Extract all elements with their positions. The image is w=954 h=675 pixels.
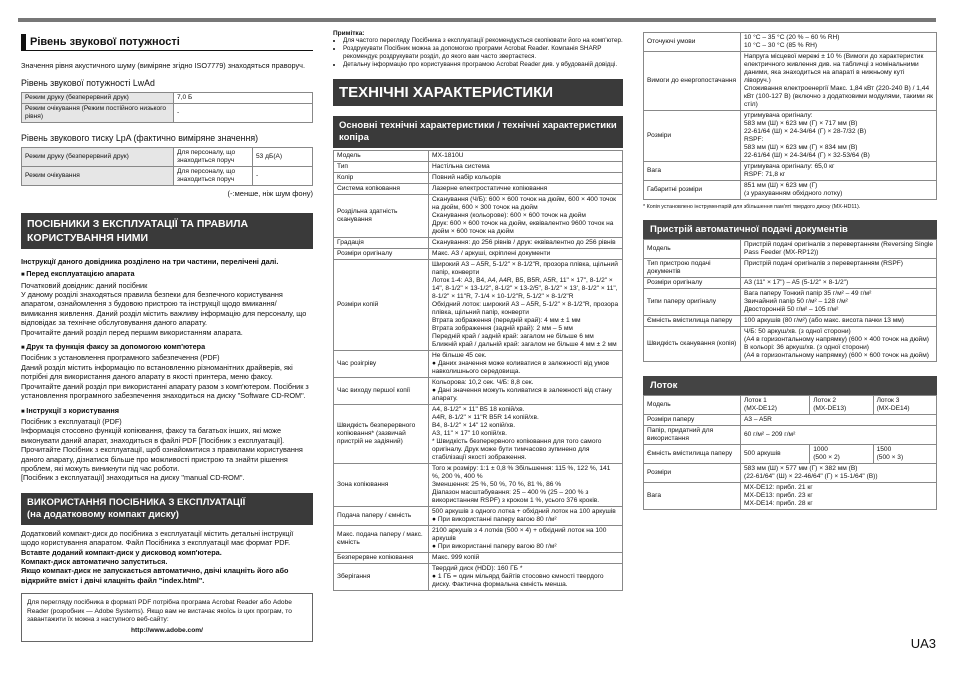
table-cell: Для персоналу, що знаходиться поруч	[174, 167, 253, 186]
table-cell: Зберігання	[334, 564, 429, 591]
table-row	[644, 259, 937, 278]
manual-3-text: Посібник з експлуатації (PDF) Інформація стосовно функцій копіювання, факсу та багатьох інших, які може виконувати даний апарат, знаходиться в файлі PDF [Посібник з експлуатації]. Прочитайте Посібник з експлуатації, щоб ознайомитися з правилами користування даного апарату, дізнатися більше про можливості пристрою та знайти рішення проблем, які можуть виникнути під час роботи. [Посібник з експлуатації] знаходиться на диску "manual CD-ROM".	[21, 416, 303, 483]
table-row	[644, 240, 937, 259]
table-cell: Ємність вмістилища паперу	[644, 445, 741, 464]
table-cell: Безперервне копіювання	[334, 553, 429, 564]
table-cell: Роздільна здатність сканування	[334, 195, 429, 238]
table-row	[334, 464, 623, 507]
sound-intro: Значення рівня акустичного шуму (виміряне згідно ISO7779) знаходяться праворуч.	[21, 61, 306, 70]
table-cell: Лоток 3 (MX-DE14)	[873, 396, 936, 415]
page-number: UA3	[910, 636, 936, 651]
table-row	[334, 151, 623, 162]
table-cell: Сканування: до 256 рівнів / друк: еквівалентно до 256 рівнів	[429, 238, 623, 249]
table-row	[22, 148, 313, 167]
table-cell: Модель	[644, 240, 741, 259]
table-cell: 851 мм (Ш) × 623 мм (Г) (з урахуванням обхідного лотку)	[741, 181, 937, 200]
adf-table	[643, 239, 937, 362]
table-cell: Система копіювання	[334, 184, 429, 195]
adobe-note-box	[21, 593, 313, 642]
list-item: • Для частого перегляду Посібника з експлуатації рекомендується скопіювати його на комп'ютер.	[343, 37, 623, 45]
table-cell: Колір	[334, 173, 429, 184]
tray-table	[643, 395, 937, 510]
list-item: • Детальну інформацію про користування програмою Acrobat Reader див. у вбудованій довідці.	[343, 61, 623, 69]
table-row	[644, 327, 937, 362]
table-cell: Розміри паперу	[644, 415, 741, 426]
table-row	[334, 507, 623, 526]
table-cell: Розміри	[644, 111, 741, 162]
cd-band-line-2: (на додатковому компакт диску)	[27, 508, 179, 520]
table-cell: 583 мм (Ш) × 577 мм (Г) × 382 мм (В) (22-61/64" (Ш) × 22-46/64" (Г) × 15-1/64" (В))	[741, 464, 937, 483]
table-cell: Ємність вмістилища паперу	[644, 316, 741, 327]
table-cell: Модель	[644, 396, 741, 415]
table-cell: Кольорова: 10,2 сек. Ч/Б: 8,8 сек. ● Дані значення можуть коливатися в залежності від стану апарату.	[429, 378, 623, 405]
cd-step-3: Якщо компакт-диск не запускається автоматично, двічі клацніть його або відкрийте вміст і двічі клацніть файл "index.html".	[21, 566, 289, 585]
table-cell: 2100 аркушів з 4 лотків (500 × 4) + обхідний лоток на 100 аркушів ● При використанні паперу вагою 80 г/м²	[429, 526, 623, 553]
table-cell: Твердий диск (HDD): 160 ГБ * ● 1 ГБ = один мільярд байтів стосовно ємності твердого диску. Фактична формальна ємність менша.	[429, 564, 623, 591]
table-row	[644, 464, 937, 483]
table-cell: Напруга місцевої мережі ± 10 % (Вимоги до характеристик електричного живлення див. на табличці з номінальними даними, яка знаходиться на апараті в нижньому куті ліворуч.) Споживання електроенергії Макс. 1,84 кВт (220-240 В) / 1,44 кВт (100-127 В) (включно з додатковими модулями, такими як стіл)	[741, 52, 937, 111]
column-left	[21, 26, 313, 642]
table-row	[644, 445, 937, 464]
table-cell: Того ж розміру: 1:1 ± 0,8 % Збільшення: 115 %, 122 %, 141 %, 200 %, 400 % Зменшення: 25 %, 50 %, 70 %, 81 %, 86 % Діапазон масштабування: 25 – 400 % (25 – 200 % з використанням RSPF) з кроком 1 %, усього 376 кроків.	[429, 464, 623, 507]
table-cell: Режим очікування (Режим постійного низького рівня)	[22, 104, 174, 123]
table-cell: Час виходу першої копії	[334, 378, 429, 405]
table-row	[334, 173, 623, 184]
manual-1-text: Початковий довідник: даний посібник У даному розділі знаходяться правила безпеки для безпечного користування апаратом, ознайомлення з будовою пристрою та інструкції щодо вмикання/вимикання живлення. Даний розділ містить важливу інформацію для персоналу, що відповідає за технічне обслуговування даного апарату. Прочитайте даний розділ перед першим використанням апарата.	[21, 280, 307, 337]
table-row	[334, 184, 623, 195]
lwad-title: Рівень звукової потужності LwAd	[21, 78, 155, 89]
table-cell: Макс. подача паперу / макс. ємність	[334, 526, 429, 553]
adf-heading: Пристрій автоматичної подачі документів	[643, 220, 937, 239]
table-cell: Зона копіювання	[334, 464, 429, 507]
cd-band	[21, 493, 313, 525]
table-cell: Тип	[334, 162, 429, 173]
table-cell: Тип пристрою подачі документів	[644, 259, 741, 278]
lpa-title: Рівень звукового тиску LpA (фактично виміряне значення)	[21, 133, 259, 144]
table-cell: 1000 (500 × 2)	[810, 445, 873, 464]
table-cell: -	[174, 104, 313, 123]
table-row	[644, 415, 937, 426]
table-cell: -	[253, 167, 313, 186]
table-row	[334, 195, 623, 238]
manual-2-title: ■ Друк та функція факсу за допомогою комп'ютера	[21, 342, 313, 353]
table-cell: 60 г/м² – 209 г/м²	[741, 426, 937, 445]
table-cell: Широкий A3 – A5R, 5-1/2" × 8-1/2"R, прозора плівка, щільний папір, конверти Лоток 1-4: A3, B4, A4, A4R, B5, B5R, A5R, 11" × 17", 8-1/2" × 14", 8-1/2" × 13-1/2", 8-1/2" × 13-2/5", 8-1/2" × 13', 8-1/2" × 11", 8-1/2" × 11"R, 7-1/4 × 10-1/2"R, 5-1/2" × 8-1/2"R Обхідний лоток: широкий A3 – A5R, 5-1/2" × 8-1/2"R, прозора плівка, щільний папір, конверти Втрата зображення (передній край): 4 мм ± 1 мм Втрата зображення (задній край): 2 мм – 5 мм Передній край / задній край: загалом не більше 6 мм Ближній край / дальній край: загалом не більше 4 мм ± 2 мм	[429, 260, 623, 351]
table-cell: 53 дБ(A)	[253, 148, 313, 167]
table-row	[334, 564, 623, 591]
table-row	[644, 181, 937, 200]
table-cell: Оточуючі умови	[644, 33, 741, 52]
main-specs-band: Основні технічні характеристики / технічні характеристики копіра	[333, 116, 623, 148]
cd-text: Додатковий компакт-диск до посібника з експлуатації містить детальні інструкції щодо користування апаратом. Файл Посібника з експлуатації має формат PDF.	[21, 528, 294, 548]
table-cell: Пристрій подачі оригіналів з перевертанням (RSPF)	[741, 259, 937, 278]
table-cell: A3 (11" × 17") – A5 (5-1/2" × 8-1/2")	[741, 278, 937, 289]
table-row	[644, 278, 937, 289]
table-cell: 7,0 Б	[174, 93, 313, 104]
lpa-note: (-:менше, ніж шум фону)	[227, 189, 313, 199]
table-cell: Режим очікування	[22, 167, 174, 186]
column-middle	[333, 30, 623, 591]
table-row	[644, 111, 937, 162]
table-row	[334, 526, 623, 553]
table-row	[334, 351, 623, 378]
table-cell: Макс. A3 / аркуші, скріплені документи	[429, 249, 623, 260]
cd-band-line-1: ВИКОРИСТАННЯ ПОСІБНИКА З ЕКСПЛУАТАЦІЇ	[27, 496, 246, 508]
manuals-lead: Інструкції даного довідника розділено на три частини, перелічені далі.	[21, 256, 279, 266]
table-cell: Вимоги до енергопостачання	[644, 52, 741, 111]
table-cell: Швидкість сканування (копія)	[644, 327, 741, 362]
table-cell: Подача паперу / ємність	[334, 507, 429, 526]
table-cell: Розміри	[644, 464, 741, 483]
manual-2-text: Посібник з установлення програмного забезпечення (PDF) Даний розділ містить інформацію по встановленню різноманітних драйверів, які потрібні для використання даного апарату в якості принтера, меню факсу. Прочитайте даний розділ при використанні апарату разом з комп'ютером. Посібник з установлення програмного забезпечення знаходиться на диску "Software CD-ROM".	[21, 353, 309, 401]
specs-band: ТЕХНІЧНІ ХАРАКТЕРИСТИКИ	[333, 79, 623, 106]
table-cell: 100 аркушів (80 г/м²) (або макс. висота пачки 13 мм)	[741, 316, 937, 327]
table-cell: Настільна система	[429, 162, 623, 173]
table-row	[334, 378, 623, 405]
top-rule	[18, 18, 936, 22]
table-cell: Режим друку (безперервний друк)	[22, 148, 174, 167]
table-cell: Лоток 2 (MX-DE13)	[810, 396, 873, 415]
adobe-url[interactable]: http://www.adobe.com/	[131, 627, 203, 635]
table-row	[644, 483, 937, 510]
table-row	[334, 238, 623, 249]
table-row	[22, 167, 313, 186]
table-row	[644, 289, 937, 316]
table-row	[334, 162, 623, 173]
table-cell: A3 – A5R	[741, 415, 937, 426]
table-cell: 1500 (500 × 3)	[873, 445, 936, 464]
lpa-table	[21, 147, 313, 186]
column-right	[643, 32, 937, 510]
table-cell: Повний набір кольорів	[429, 173, 623, 184]
table-cell: Сканування (Ч/Б): 600 × 600 точок на дюйм, 600 × 400 точок на дюйм, 600 × 300 точок на дюйм Сканування (кольорове): 600 × 600 точок на дюйм Друк: 600 × 600 точок на дюйм, еквівалентно 9600 точок на дюйм × 600 точок на дюйм	[429, 195, 623, 238]
table-cell: Вага	[644, 162, 741, 181]
sound-power-heading: Рівень звукової потужності	[21, 34, 313, 51]
adobe-note-text: Для перегляду посібника в форматі PDF потрібна програма Acrobat Reader або Adobe Reader (розробник — Adobe Systems). Якщо вам не вистачає якоїсь із цих програм, то завантажити їх можна з наступного веб-сайту:	[27, 599, 292, 623]
table-row	[22, 93, 313, 104]
table-cell: 500 аркушів з одного лотка + обхідний лоток на 100 аркушів ● При використанні паперу вагою 80 г/м²	[429, 507, 623, 526]
lwad-table	[21, 92, 313, 123]
table-row	[644, 52, 937, 111]
table-row	[334, 260, 623, 351]
table-cell: Не більше 45 сек. ● Даних значення може коливатися в залежності від умов навколишнього середовища.	[429, 351, 623, 378]
table-row	[334, 249, 623, 260]
table-row	[334, 553, 623, 564]
main-specs-table	[333, 150, 623, 591]
table-row	[644, 316, 937, 327]
list-item: • Роздрукувати Посібник можна за допомогою програми Acrobat Reader. Компанія SHARP рекомендує роздрукувати розділ, до якого вам часто звертаєтеся.	[343, 45, 623, 61]
table-cell: MX-1810U	[429, 151, 623, 162]
table-row	[644, 33, 937, 52]
table-cell: Режим друку (безперервний друк)	[22, 93, 174, 104]
table-cell: Градація	[334, 238, 429, 249]
notes-list	[333, 37, 623, 69]
table-cell: Час розігріву	[334, 351, 429, 378]
manuals-band: ПОСІБНИКИ З ЕКСПЛУАТАЦІЇ ТА ПРАВИЛА КОРИСТУВАННЯ НИМИ	[21, 213, 313, 249]
environment-table	[643, 32, 937, 200]
table-cell: Лоток 1 (MX-DE12)	[741, 396, 810, 415]
table-row	[644, 426, 937, 445]
table-cell: Швидкість безперервного копіювання* (зазвичай пристрій не задіяний)	[334, 405, 429, 464]
table-row	[334, 405, 623, 464]
table-cell: Розміри оригіналу	[644, 278, 741, 289]
table-row	[644, 396, 937, 415]
table-row	[22, 104, 313, 123]
cd-step-1: Вставте доданий компакт-диск у дисковод комп'ютера.	[21, 547, 222, 557]
table-cell: Розміри копій	[334, 260, 429, 351]
table-cell: Папір, придатний для використання	[644, 426, 741, 445]
table-cell: Габаритні розміри	[644, 181, 741, 200]
table-cell: A4, 8-1/2" × 11" B5 18 копій/хв. A4R, 8-1/2" × 11"R B5R 14 копій/хв. B4, 8-1/2" × 14" 12 копій/хв. A3, 11" × 17" 10 копій/хв. * Швидкість безперервного копіювання для того самого оригіналу. Друк може бути тимчасово зупинено для стабілізації якості зображення.	[429, 405, 623, 464]
cd-step-2: Компакт-диск автоматично запуститься.	[21, 556, 168, 566]
table-cell: утримувача оригіналу: 583 мм (Ш) × 623 мм (Г) × 717 мм (В) 22-61/64 (Ш) × 24-34/64 (Г) × 28-7/32 (В) RSPF: 583 мм (Ш) × 623 мм (Г) × 834 мм (В) 22-61/64 (Ш) × 24-34/64 (Г) × 32-53/64 (В)	[741, 111, 937, 162]
tray-heading: Лоток	[643, 376, 937, 395]
footnote: * Копія установлено інструментарій для збільшення пам'яті твердого диску (MX-HD11).	[643, 204, 861, 210]
table-cell: MX-DE12: прибл. 21 кг MX-DE13: прибл. 23 кг MX-DE14: прибл. 28 кг	[741, 483, 937, 510]
table-cell: 500 аркушів	[741, 445, 810, 464]
table-cell: Вага	[644, 483, 741, 510]
table-cell: Для персоналу, що знаходиться поруч	[174, 148, 253, 167]
table-cell: Вага паперу Тонкий папір 35 г/м² – 49 г/м² Звичайний папір 50 г/м² – 128 г/м² Двосторонній 50 г/м² – 105 г/м²	[741, 289, 937, 316]
manual-3-title: ■ Інструкції з користування	[21, 406, 313, 417]
table-cell: Пристрій подачі оригіналів з перевертанням (Reversing Single Pass Feeder (MX-RP12))	[741, 240, 937, 259]
table-cell: утримувача оригіналу: 65,0 кг RSPF: 71,8 кг	[741, 162, 937, 181]
table-cell: Типи паперу оригіналу	[644, 289, 741, 316]
table-cell: Макс. 999 копій	[429, 553, 623, 564]
table-cell: Модель	[334, 151, 429, 162]
table-cell: Розміри оригіналу	[334, 249, 429, 260]
notes-title: Примітка:	[333, 30, 365, 37]
table-row	[644, 162, 937, 181]
table-cell: 10 °C – 35 °C (20 % – 60 % RH) 10 °C – 30 °C (85 % RH)	[741, 33, 937, 52]
table-cell: Лазерне електростатичне копіювання	[429, 184, 623, 195]
manual-1-title: ■ Перед експлуатацією апарата	[21, 269, 313, 280]
table-cell: Ч/Б: 50 аркуш/хв. (з одної сторони) (A4 в горизонтальному напрямку) (600 × 400 точок на дюйм) В кольорі: 36 аркуш/хв. (з одної сторони) (A4 в горизонтальному напрямку) (600 × 600 точок на дюйм)	[741, 327, 937, 362]
